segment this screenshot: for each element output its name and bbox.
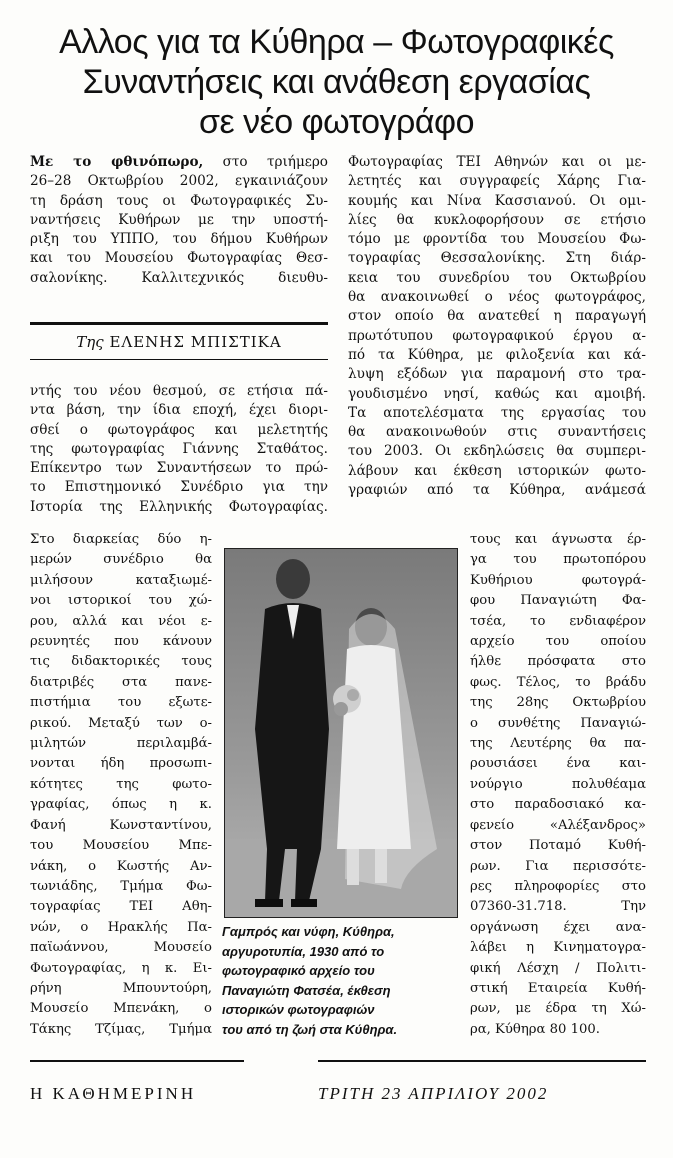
text-line: μερών συνέδριο θα [30, 552, 212, 568]
headline-line-1: Αλλος για τα Κύθηρα – Φωτογραφικές [59, 23, 614, 61]
text-line: τσέα, το ενδιαφέρον [470, 613, 646, 629]
text-line: στική Εταιρεία Κυθή- [470, 980, 646, 996]
text-line: κότητες της φωτο- [30, 776, 212, 792]
text-line: Φανή Κωνσταντίνου, [30, 817, 212, 833]
text-line: τις διδακτορικές τους [30, 654, 212, 670]
text-line: της Λευτέρης θα πα- [470, 736, 646, 752]
text-line: γραφίας, όπως η κ. [30, 797, 212, 813]
text-line: 07360-31.718. Την [470, 899, 646, 915]
column-1-narrow [30, 530, 212, 1040]
text-line: ρα, Κύθηρα 80 100. [470, 1021, 600, 1037]
text-line: φενείο «Αλέξανδρος» [470, 817, 646, 833]
wedding-photo [224, 548, 458, 918]
text-line: στον οποίο θα ανατεθεί η παραγωγή [348, 308, 646, 325]
text-line: λάβει η Κινηματογρα- [470, 940, 646, 956]
text-line: σαλονίκης. Καλλιτεχνικός διευθυ- [30, 269, 328, 286]
text-line: μιλητών περιλαμβά- [30, 736, 212, 752]
headline-line-2: Συναντήσεις και ανάθεση εργασίας [82, 63, 591, 101]
text-line: ήλθε πρόσφατα στο [470, 654, 646, 670]
text-line: τη δράση τους οι Φωτογραφικές Συ- [30, 192, 328, 209]
text-line: τους και άγνωστα έρ- [470, 532, 646, 547]
column-1-intro [30, 153, 328, 288]
byline-prefix: Της [76, 333, 104, 351]
text-line: γουδισμένο νησί, καθώς και αμοιβή. [348, 385, 646, 402]
text-line: Φωτογραφίας, η κ. Ει- [30, 960, 212, 976]
text-line: θα ανακοινωθούν στις συναντήσεις [348, 424, 646, 441]
caption-line: ιστορικών φωτογραφιών [222, 1002, 375, 1017]
text-line: ντής του νέου θεσμού, σε ετήσια πά- [30, 383, 328, 399]
text-line: πό τα Κύθηρα, με φιλοξενία και κά- [348, 346, 646, 363]
text-line: κουμής και Νίνα Κασσιανού. Οι ομι- [348, 192, 646, 209]
wedding-photo-illustration [225, 549, 457, 917]
author-byline [30, 322, 328, 360]
text-line: του Μουσείου Μπε- [30, 838, 212, 854]
text-line: το Επιστημονικό Συνέδριο για την [30, 479, 328, 496]
text-line: τογραφίας Θεσσαλονίκης. Στη διάρ- [348, 250, 646, 267]
text-line: νονται ήδη προσωπι- [30, 756, 212, 772]
caption-line: Γαμπρός και νύφη, Κύθηρα, [222, 924, 395, 939]
text-line: τόμο με φροντίδα του Μουσείου Φω- [348, 231, 646, 248]
text-line: Με το φθινόπωρο, στο τριήμερο [30, 154, 328, 170]
text-line: και του Μουσείου Φωτογραφίας Θεσ- [30, 250, 328, 267]
footer-rule-right [318, 1060, 646, 1062]
text-line: Φωτογραφίας ΤΕΙ Αθηνών και οι με- [348, 154, 646, 170]
text-line: θα ανακοινωθεί ο νέος φωτογράφος, [348, 289, 646, 306]
text-line: οργάνωση έχει ανα- [470, 919, 646, 935]
caption-line: Παναγιώτη Φατσέα, έκθεση [222, 982, 391, 998]
text-line: Τάκης Τζίμας, Τμήμα [30, 1021, 212, 1037]
text-line: αρχείο του οποίου [470, 634, 646, 650]
text-line: ντα βάση, την ίδια εποχή, έχει διορι- [30, 402, 328, 419]
text-line: λετητές και συγγραφείς Χάρης Για- [348, 173, 646, 190]
headline-line-3: σε νέο φωτογράφο [198, 103, 475, 141]
author-name: ΕΛΕΝΗΣ ΜΠΙΣΤΙΚΑ [109, 333, 282, 351]
text-line: της φωτογραφίας Γιάννης Σταθάτος. [30, 440, 328, 457]
text-line: Επίκεντρο των Συναντήσεων το πρώ- [30, 460, 328, 477]
text-line: ο συνθέτης Παναγιώ- [470, 715, 646, 731]
text-line: φική Λέσχη / Πολιτι- [470, 960, 646, 976]
text-line: σθεί ο φωτογράφος και μελετητής [30, 421, 328, 438]
photo-caption [222, 922, 458, 1039]
text-line: ρικού. Μεταξύ των ο- [30, 715, 212, 731]
text-line: νάκη, ο Κωστής Αν- [30, 858, 212, 874]
text-line: κεια του συνεδρίου του Οκτωβρίου [348, 269, 646, 286]
text-line: ρουσιάσει ένα και- [470, 756, 646, 772]
text-line: διατριβές στα πανε- [30, 674, 212, 690]
text-line: ναντήσεις Κυθήρων με την υποστή- [30, 211, 328, 228]
text-line: μιλήσουν καταξιωμέ- [30, 572, 212, 588]
text-line: φου Παναγιώτη Φα- [470, 593, 646, 609]
text-line: ρευνητές που κάνουν [30, 634, 212, 650]
text-line: Τα αποτελέσματα της εργασίας του [348, 404, 646, 421]
text-line: Στο διαρκείας δύο η- [30, 532, 212, 547]
text-line: Ιστορία της Ελληνικής Φωτογραφίας. [30, 498, 328, 515]
caption-line: φωτογραφικό αρχείο του [222, 963, 375, 978]
text-line: γραφιών από τα Κύθηρα, ανάμεσά [348, 482, 646, 499]
column-1-body [30, 382, 328, 517]
caption-line: αργυροτυπία, 1930 από το [222, 943, 385, 959]
text-line: λυψη εξόδων για παραμονή στο τρα- [348, 366, 646, 383]
text-line: λάβουν και έκθεση ιστορικών φωτο- [348, 462, 646, 479]
issue-date: ΤΡΙΤΗ 23 ΑΠΡΙΛΙΟΥ 2002 [318, 1084, 549, 1103]
article-headline [20, 22, 653, 142]
text-line: τωνιάδης, Τμήμα Φω- [30, 878, 212, 894]
text-line: ρες πληροφορίες στο [470, 878, 646, 894]
lead-words: Με το φθινόπωρο, [30, 154, 204, 170]
text-line: στο παραδοσιακό κα- [470, 797, 646, 813]
text-line: πρωτότυπου φωτογραφικού έργου α- [348, 327, 646, 344]
text-line: πιστήμια του εξωτε- [30, 695, 212, 711]
footer-rule-left [30, 1060, 244, 1062]
text-line: νοι ιστορικοί του χώ- [30, 593, 212, 609]
text-line: ρήνη Μπουντούρη, [30, 980, 212, 996]
newspaper-name: Η ΚΑΘΗΜΕΡΙΝΗ [30, 1084, 197, 1103]
text-line: παϊωάννου, Μουσείο [30, 940, 212, 956]
column-2-narrow [470, 530, 646, 1040]
text-line: γα του πρωτοπόρου [470, 552, 646, 568]
text-line: ρου, αλλά και νέοι ε- [30, 613, 212, 629]
text-line: 26–28 Οκτωβρίου 2002, εγκαινιάζουν [30, 173, 328, 190]
text-line: ρων. Για περισσότε- [470, 858, 646, 874]
text-line: φως. Τέλος, το βράδυ [470, 674, 646, 690]
text-line: της 28ης Οκτωβρίου [470, 695, 646, 711]
text-line: Κυθήριου φωτογρά- [470, 572, 646, 588]
text-line: τογραφίας ΤΕΙ Αθη- [30, 899, 212, 915]
text-line: ριξη του ΥΠΠΟ, του δήμου Κυθήρων [30, 231, 328, 248]
text-line: ρων, με έδρα τη Χώ- [470, 1001, 646, 1017]
text-line: νών, ο Ηρακλής Πα- [30, 919, 212, 935]
text-line: λίες θα κυκλοφορήσουν σε ετήσιο [348, 211, 646, 228]
text-line: του 2003. Οι εκδηλώσεις θα συμπερι- [348, 443, 646, 460]
column-2-body [348, 153, 646, 500]
text-line: στον Ποταμό Κυθή- [470, 838, 646, 854]
text-line: νούργιο πολυθέαμα [470, 776, 646, 792]
text-line: Μουσείο Μπενάκη, ο [30, 1001, 212, 1017]
caption-line: του από τη ζωή στα Κύθηρα. [222, 1021, 398, 1037]
